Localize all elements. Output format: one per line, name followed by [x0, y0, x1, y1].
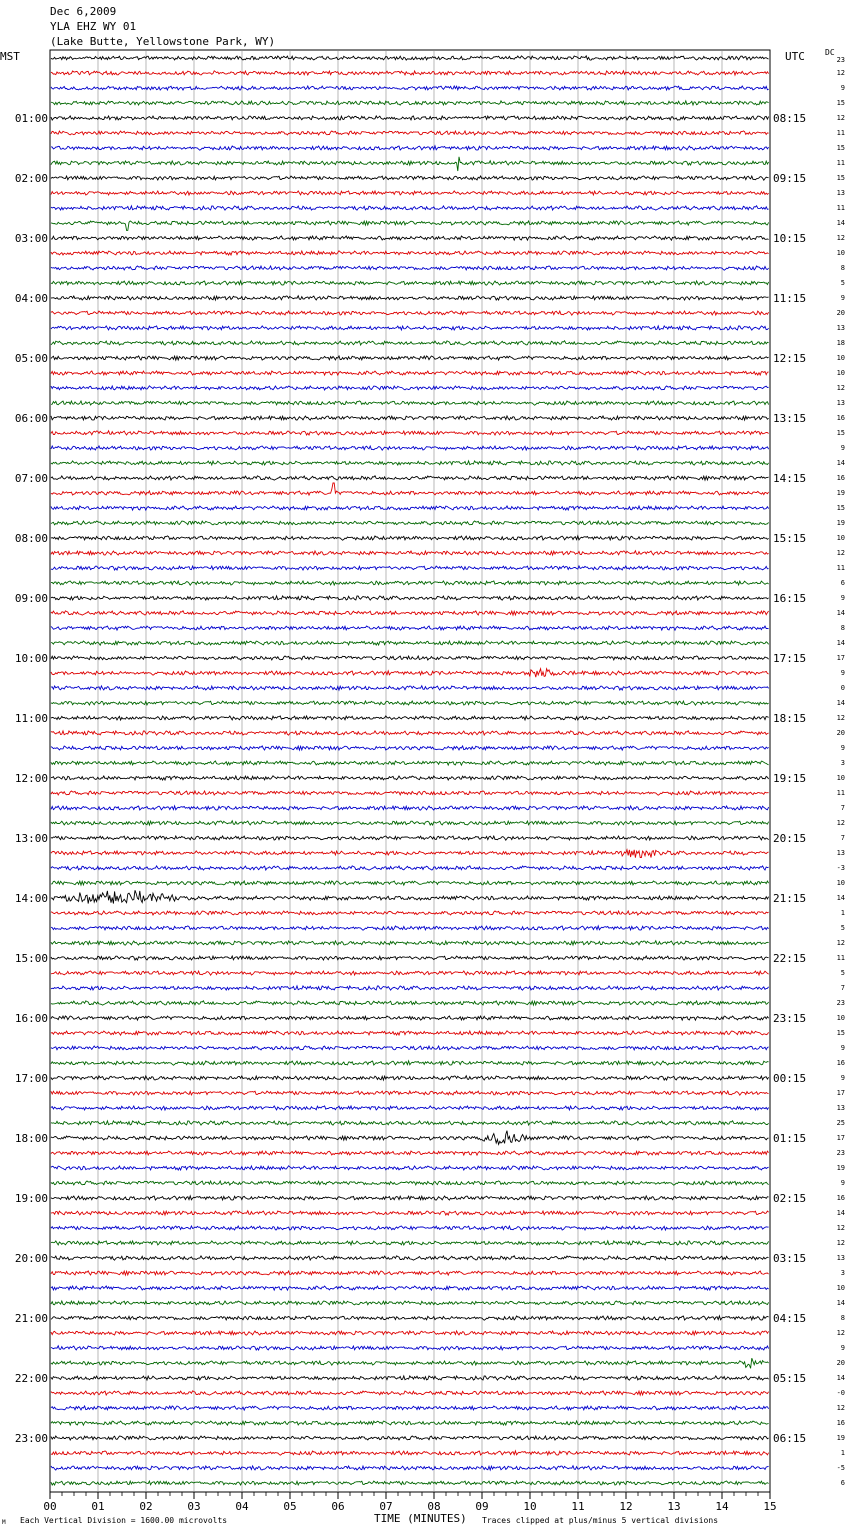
dc-offset-value: 6 [840, 579, 845, 587]
trace-0 [51, 56, 769, 60]
dc-offset-value: 20 [836, 729, 845, 737]
utc-hour-label: 01:15 [773, 1132, 807, 1145]
dc-offset-value: 14 [836, 1374, 845, 1382]
dc-offset-value: 10 [836, 879, 845, 887]
trace-23 [51, 401, 769, 405]
trace-92 [51, 1436, 769, 1440]
dc-offset-value: 5 [840, 924, 845, 932]
utc-hour-label: 20:15 [773, 832, 807, 845]
trace-83 [51, 1301, 769, 1305]
utc-hour-label: 12:15 [773, 352, 807, 365]
trace-15 [51, 281, 769, 285]
dc-offset-value: 15 [836, 99, 845, 107]
dc-offset-value: 11 [836, 954, 845, 962]
trace-7 [51, 157, 769, 171]
trace-66 [51, 1046, 769, 1050]
trace-63 [51, 1001, 769, 1005]
chart-title-location: (Lake Butte, Yellowstone Park, WY) [50, 35, 276, 48]
x-tick-label: 13 [667, 1500, 681, 1513]
utc-hour-label: 19:15 [773, 772, 807, 785]
dc-offset-value: 12 [836, 714, 845, 722]
dc-offset-value: 12 [836, 819, 845, 827]
mst-hour-label: 11:00 [14, 712, 48, 725]
mst-hour-label: 16:00 [14, 1012, 48, 1025]
mst-hour-label: 19:00 [14, 1192, 48, 1205]
dc-offset-value: 19 [836, 519, 845, 527]
dc-offset-value: 20 [836, 309, 845, 317]
dc-offset-value: 19 [836, 1164, 845, 1172]
trace-74 [51, 1166, 769, 1170]
utc-hour-label: 04:15 [773, 1312, 807, 1325]
trace-1 [51, 71, 769, 75]
dc-offset-value: 16 [836, 474, 845, 482]
dc-offset-value: 9 [840, 669, 845, 677]
x-tick-label: 11 [571, 1500, 585, 1513]
trace-71 [51, 1121, 769, 1125]
dc-offset-value: 13 [836, 324, 845, 332]
dc-offset-value: 23 [836, 56, 845, 64]
x-tick-label: 09 [475, 1500, 489, 1513]
utc-hour-label: 05:15 [773, 1372, 807, 1385]
trace-4 [51, 116, 769, 120]
trace-30 [51, 506, 769, 510]
trace-5 [51, 131, 769, 135]
trace-91 [51, 1421, 769, 1425]
trace-68 [51, 1076, 769, 1080]
x-tick-label: 00 [43, 1500, 57, 1513]
dc-offset-value: 12 [836, 939, 845, 947]
dc-offset-value: 18 [836, 339, 845, 347]
trace-55 [51, 881, 769, 885]
trace-38 [51, 626, 769, 630]
trace-24 [51, 416, 769, 420]
dc-offset-value: 13 [836, 189, 845, 197]
x-tick-label: 14 [715, 1500, 729, 1513]
trace-19 [51, 341, 769, 345]
utc-hour-label: 09:15 [773, 172, 807, 185]
trace-6 [51, 146, 769, 150]
trace-89 [51, 1391, 769, 1395]
right-timezone-label: UTC [785, 50, 805, 63]
trace-17 [51, 311, 769, 315]
dc-offset-value: 19 [836, 1434, 845, 1442]
dc-offset-value: 23 [836, 1149, 845, 1157]
trace-28 [51, 476, 769, 480]
dc-offset-value: 12 [836, 549, 845, 557]
dc-offset-value: 14 [836, 639, 845, 647]
dc-offset-value: 10 [836, 1014, 845, 1022]
chart-title-station: YLA EHZ WY 01 [50, 20, 137, 33]
mst-hour-label: 22:00 [14, 1372, 48, 1385]
utc-hour-label: 13:15 [773, 412, 807, 425]
trace-21 [51, 371, 769, 375]
dc-offset-value: 1 [840, 1449, 845, 1457]
dc-offset-value: 16 [836, 1194, 845, 1202]
trace-47 [51, 761, 769, 765]
dc-offset-value: 14 [836, 1299, 845, 1307]
trace-65 [51, 1031, 769, 1035]
dc-offset-value: 12 [836, 69, 845, 77]
utc-hour-label: 03:15 [773, 1252, 807, 1265]
mst-hour-label: 05:00 [14, 352, 48, 365]
trace-95 [51, 1481, 769, 1485]
trace-73 [51, 1151, 769, 1155]
dc-offset-value: 17 [836, 1134, 845, 1142]
dc-offset-value: 7 [840, 834, 845, 842]
utc-hour-label: 08:15 [773, 112, 807, 125]
trace-58 [51, 926, 769, 930]
utc-hour-label: 06:15 [773, 1432, 807, 1445]
mst-hour-label: 23:00 [14, 1432, 48, 1445]
trace-78 [51, 1226, 769, 1230]
dc-offset-value: 12 [836, 1224, 845, 1232]
trace-40 [51, 656, 769, 660]
utc-hour-label: 18:15 [773, 712, 807, 725]
trace-31 [51, 521, 769, 525]
trace-32 [51, 536, 769, 540]
dc-offset-value: 16 [836, 414, 845, 422]
trace-79 [51, 1241, 769, 1245]
mst-hour-label: 06:00 [14, 412, 48, 425]
trace-29 [51, 483, 769, 495]
dc-offset-value: 11 [836, 564, 845, 572]
x-tick-label: 07 [379, 1500, 393, 1513]
dc-offset-value: 15 [836, 1029, 845, 1037]
trace-9 [51, 191, 769, 195]
dc-offset-value: 12 [836, 1404, 845, 1412]
dc-offset-value: 17 [836, 654, 845, 662]
trace-16 [51, 296, 769, 300]
x-axis-label: TIME (MINUTES) [374, 1512, 467, 1525]
dc-offset-value: 12 [836, 114, 845, 122]
dc-offset-value: 0 [840, 684, 845, 692]
dc-offset-value: 6 [840, 1479, 845, 1487]
dc-offset-value: 15 [836, 144, 845, 152]
utc-hour-label: 14:15 [773, 472, 807, 485]
dc-offset-value: 3 [840, 759, 845, 767]
dc-offset-value: 7 [840, 984, 845, 992]
dc-offset-value: -5 [836, 1464, 845, 1472]
trace-72 [51, 1131, 769, 1145]
dc-offset-value: 15 [836, 174, 845, 182]
dc-offset-value: 16 [836, 1059, 845, 1067]
mst-hour-label: 20:00 [14, 1252, 48, 1265]
trace-87 [51, 1358, 769, 1368]
dc-offset-value: 9 [840, 744, 845, 752]
dc-offset-value: 10 [836, 774, 845, 782]
trace-52 [51, 836, 769, 840]
mst-hour-label: 08:00 [14, 532, 48, 545]
trace-67 [51, 1061, 769, 1065]
utc-hour-label: 00:15 [773, 1072, 807, 1085]
dc-offset-value: 14 [836, 894, 845, 902]
mst-hour-label: 07:00 [14, 472, 48, 485]
dc-offset-value: 1 [840, 909, 845, 917]
dc-offset-value: 7 [840, 804, 845, 812]
dc-offset-value: 3 [840, 1269, 845, 1277]
dc-offset-value: 11 [836, 789, 845, 797]
trace-44 [51, 716, 769, 720]
trace-36 [51, 596, 769, 600]
utc-hour-label: 15:15 [773, 532, 807, 545]
utc-hour-label: 21:15 [773, 892, 807, 905]
x-tick-label: 15 [763, 1500, 777, 1513]
trace-61 [51, 971, 769, 975]
dc-offset-value: 9 [840, 444, 845, 452]
dc-offset-value: 23 [836, 999, 845, 1007]
dc-offset-value: -3 [836, 864, 845, 872]
dc-offset-value: 20 [836, 1359, 845, 1367]
trace-70 [51, 1106, 769, 1110]
trace-86 [51, 1346, 769, 1350]
dc-offset-value: 14 [836, 1209, 845, 1217]
x-tick-label: 10 [523, 1500, 537, 1513]
trace-35 [51, 581, 769, 585]
mst-hour-label: 01:00 [14, 112, 48, 125]
trace-10 [51, 206, 769, 210]
axis-labels [15, 56, 845, 1513]
dc-offset-value: 19 [836, 489, 845, 497]
trace-27 [51, 461, 769, 465]
mst-hour-label: 03:00 [14, 232, 48, 245]
dc-offset-value: 5 [840, 969, 845, 977]
dc-offset-value: 14 [836, 219, 845, 227]
dc-offset-value: 10 [836, 534, 845, 542]
dc-offset-value: 12 [836, 234, 845, 242]
mst-hour-label: 09:00 [14, 592, 48, 605]
utc-hour-label: 17:15 [773, 652, 807, 665]
trace-75 [51, 1181, 769, 1185]
trace-39 [51, 641, 769, 645]
trace-49 [51, 791, 769, 795]
dc-offset-value: 16 [836, 1419, 845, 1427]
trace-12 [51, 236, 769, 240]
trace-14 [51, 266, 769, 270]
dc-offset-value: 12 [836, 384, 845, 392]
mst-hour-label: 18:00 [14, 1132, 48, 1145]
trace-45 [51, 731, 769, 735]
trace-20 [51, 356, 769, 360]
trace-41 [51, 669, 769, 678]
trace-90 [51, 1406, 769, 1410]
dc-offset-value: 8 [840, 1314, 845, 1322]
mst-hour-label: 04:00 [14, 292, 48, 305]
trace-2 [51, 86, 769, 90]
dc-offset-value: 10 [836, 249, 845, 257]
scale-note: Each Vertical Division = 1600.00 microvolts [20, 1516, 228, 1525]
mst-hour-label: 02:00 [14, 172, 48, 185]
mst-hour-label: 21:00 [14, 1312, 48, 1325]
dc-offset-value: -0 [836, 1389, 845, 1397]
trace-82 [51, 1286, 769, 1290]
dc-offset-value: 9 [840, 84, 845, 92]
dc-offset-value: 15 [836, 504, 845, 512]
left-timezone-label: MST [0, 50, 20, 63]
dc-offset-value: 11 [836, 204, 845, 212]
trace-25 [51, 431, 769, 435]
utc-hour-label: 16:15 [773, 592, 807, 605]
clip-note: Traces clipped at plus/minus 5 vertical divisions [482, 1516, 719, 1525]
trace-84 [51, 1316, 769, 1320]
dc-offset-value: 10 [836, 354, 845, 362]
utc-hour-label: 10:15 [773, 232, 807, 245]
trace-85 [51, 1331, 769, 1335]
x-tick-label: 02 [139, 1500, 153, 1513]
dc-offset-value: 17 [836, 1089, 845, 1097]
trace-8 [51, 176, 769, 180]
trace-54 [51, 866, 769, 870]
x-tick-label: 03 [187, 1500, 201, 1513]
mst-hour-label: 17:00 [14, 1072, 48, 1085]
trace-13 [51, 251, 769, 255]
dc-offset-value: 8 [840, 624, 845, 632]
dc-offset-value: 12 [836, 1239, 845, 1247]
dc-offset-value: 14 [836, 609, 845, 617]
trace-50 [51, 806, 769, 810]
dc-offset-value: 11 [836, 159, 845, 167]
dc-offset-value: 12 [836, 1329, 845, 1337]
plot-frame [50, 50, 770, 1492]
trace-69 [51, 1091, 769, 1095]
trace-48 [51, 776, 769, 780]
trace-64 [51, 1016, 769, 1020]
dc-offset-value: 8 [840, 264, 845, 272]
dc-offset-value: 5 [840, 279, 845, 287]
dc-offset-value: 9 [840, 1044, 845, 1052]
trace-60 [51, 956, 769, 960]
dc-offset-value: 14 [836, 459, 845, 467]
chart-title-date: Dec 6,2009 [50, 5, 117, 18]
trace-81 [51, 1271, 769, 1275]
utc-hour-label: 11:15 [773, 292, 807, 305]
trace-34 [51, 566, 769, 570]
trace-3 [51, 101, 769, 105]
mst-hour-label: 13:00 [14, 832, 48, 845]
trace-26 [51, 446, 769, 450]
trace-57 [51, 911, 769, 915]
dc-offset-value: 13 [836, 399, 845, 407]
trace-59 [51, 941, 769, 945]
traces [51, 56, 769, 1485]
trace-88 [51, 1376, 769, 1380]
dc-offset-value: 13 [836, 1254, 845, 1262]
dc-offset-value: 9 [840, 1344, 845, 1352]
dc-offset-value: 25 [836, 1119, 845, 1127]
x-tick-label: 01 [91, 1500, 105, 1513]
mst-hour-label: 15:00 [14, 952, 48, 965]
x-tick-label: 06 [331, 1500, 345, 1513]
trace-80 [51, 1256, 769, 1260]
trace-53 [51, 850, 769, 858]
trace-77 [51, 1211, 769, 1215]
x-tick-label: 08 [427, 1500, 441, 1513]
mst-hour-label: 14:00 [14, 892, 48, 905]
trace-43 [51, 701, 769, 705]
corner-mark: M [2, 1519, 6, 1526]
trace-42 [51, 686, 769, 690]
dc-offset-value: 14 [836, 699, 845, 707]
trace-93 [51, 1451, 769, 1455]
dc-offset-value: 15 [836, 429, 845, 437]
trace-22 [51, 386, 769, 390]
dc-offset-value: 10 [836, 1284, 845, 1292]
mst-hour-label: 12:00 [14, 772, 48, 785]
trace-51 [51, 821, 769, 825]
trace-76 [51, 1196, 769, 1200]
utc-hour-label: 22:15 [773, 952, 807, 965]
trace-94 [51, 1466, 769, 1470]
x-tick-label: 12 [619, 1500, 633, 1513]
dc-offset-value: 10 [836, 369, 845, 377]
dc-offset-value: 11 [836, 129, 845, 137]
x-tick-label: 04 [235, 1500, 249, 1513]
dc-offset-value: 9 [840, 1074, 845, 1082]
trace-11 [51, 221, 769, 231]
trace-62 [51, 986, 769, 990]
dc-offset-value: 13 [836, 849, 845, 857]
trace-18 [51, 326, 769, 330]
trace-33 [51, 551, 769, 555]
mst-hour-label: 10:00 [14, 652, 48, 665]
dc-offset-value: 13 [836, 1104, 845, 1112]
trace-46 [51, 746, 769, 750]
utc-hour-label: 23:15 [773, 1012, 807, 1025]
dc-offset-header: DC [825, 48, 835, 57]
trace-56 [51, 890, 769, 903]
dc-offset-value: 9 [840, 1179, 845, 1187]
x-tick-label: 05 [283, 1500, 297, 1513]
dc-offset-value: 9 [840, 594, 845, 602]
trace-37 [51, 611, 769, 615]
dc-offset-value: 9 [840, 294, 845, 302]
utc-hour-label: 02:15 [773, 1192, 807, 1205]
